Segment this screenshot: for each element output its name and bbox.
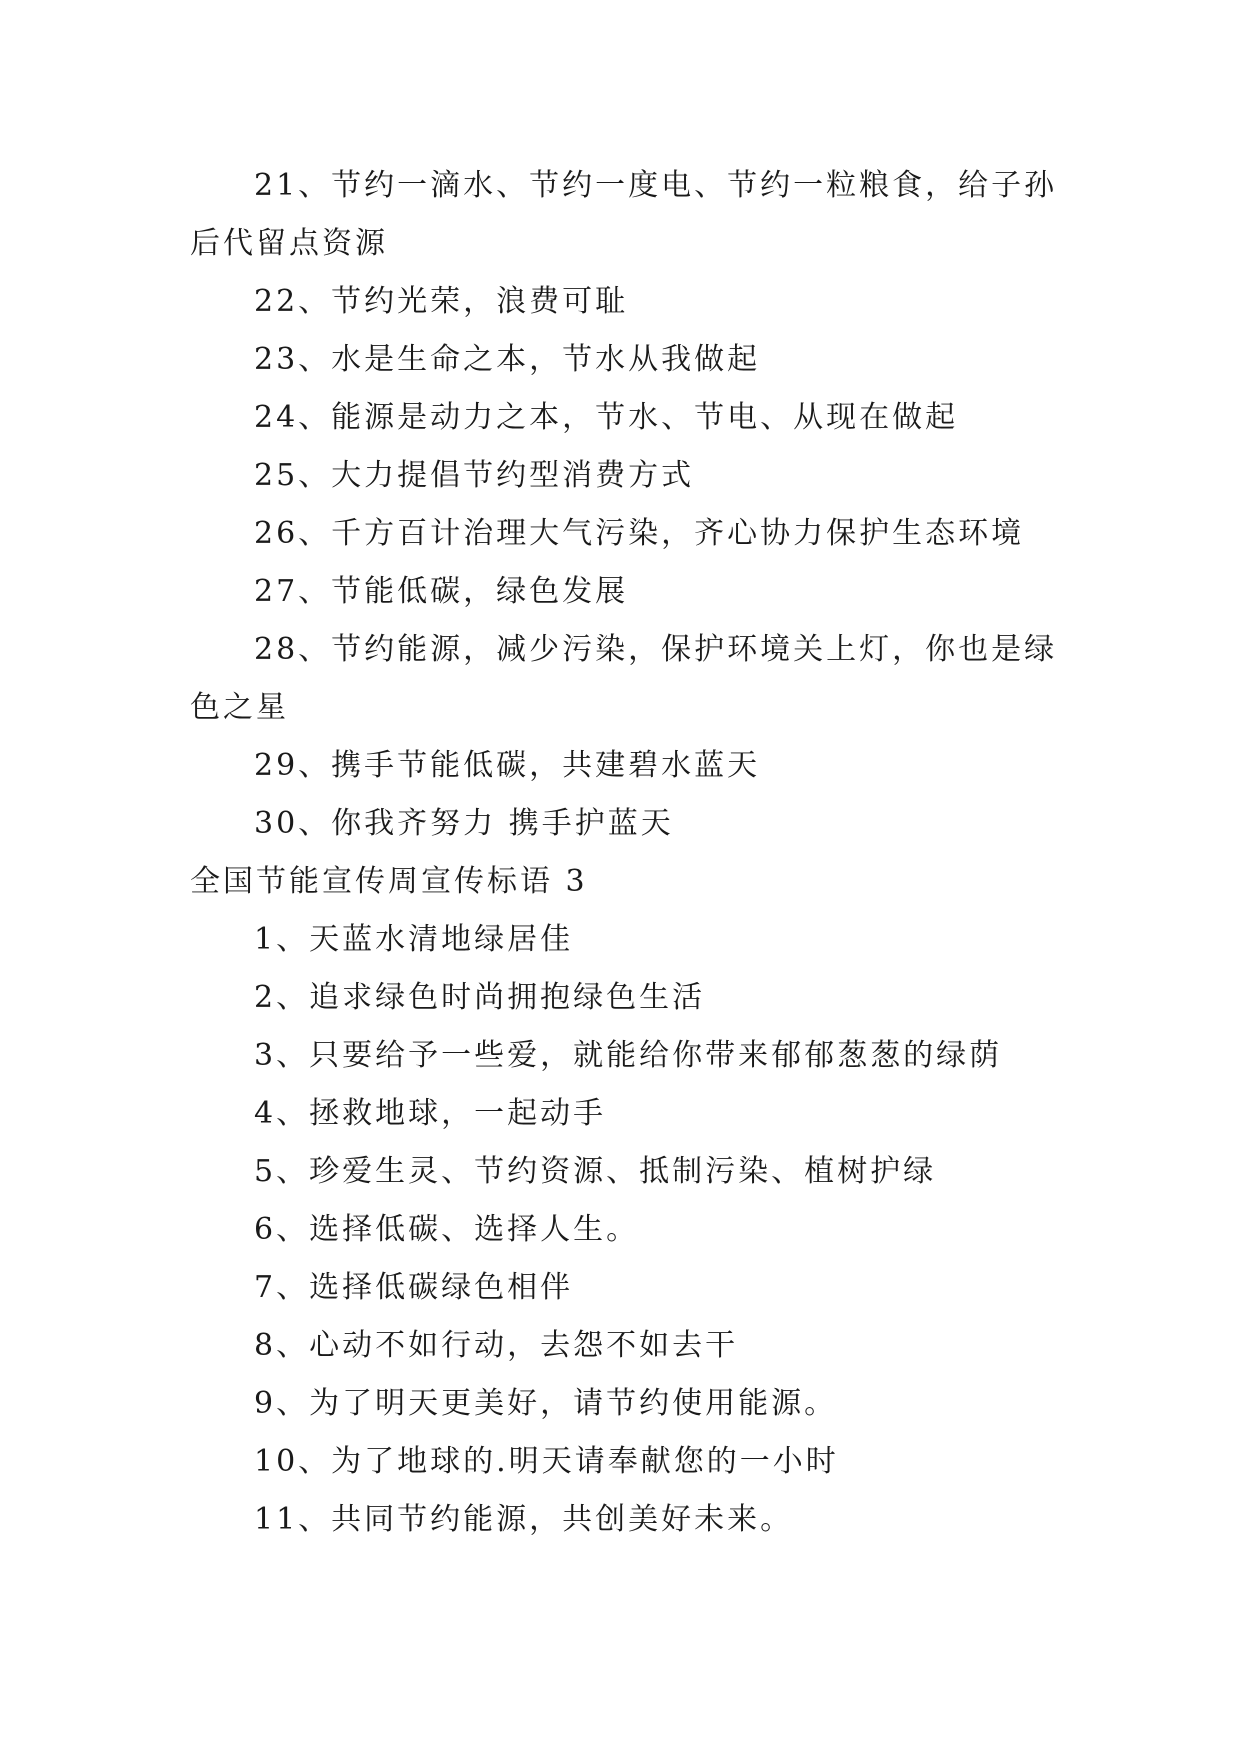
slogan-item: 21、节约一滴水、节约一度电、节约一粒粮食，给子孙后代留点资源	[190, 168, 1058, 261]
slogan-item: 3、只要给予一些爱，就能给你带来郁郁葱葱的绿荫	[254, 1038, 1003, 1073]
slogan-item: 6、选择低碳、选择人生。	[254, 1212, 640, 1247]
slogan-item: 23、水是生命之本，节水从我做起	[254, 342, 761, 377]
slogan-item: 29、携手节能低碳，共建碧水蓝天	[254, 748, 761, 783]
slogan-item: 26、千方百计治理大气污染，齐心协力保护生态环境	[254, 516, 1025, 551]
slogan-item: 10、为了地球的.明天请奉献您的一小时	[254, 1444, 839, 1479]
slogan-item: 30、你我齐努力 携手护蓝天	[254, 806, 674, 841]
slogan-item: 2、追求绿色时尚拥抱绿色生活	[254, 980, 706, 1015]
slogan-item: 27、节能低碳，绿色发展	[254, 574, 629, 609]
slogan-item: 25、大力提倡节约型消费方式	[254, 458, 695, 493]
slogan-item: 7、选择低碳绿色相伴	[254, 1270, 574, 1305]
slogan-item: 22、节约光荣，浪费可耻	[254, 284, 629, 319]
section-heading: 全国节能宣传周宣传标语 3	[190, 864, 588, 899]
slogan-item: 28、节约能源，减少污染，保护环境关上灯，你也是绿色之星	[190, 632, 1058, 725]
slogan-item: 24、能源是动力之本，节水、节电、从现在做起	[254, 400, 959, 435]
slogan-item: 1、天蓝水清地绿居佳	[254, 922, 574, 957]
slogan-item: 9、为了明天更美好，请节约使用能源。	[254, 1386, 838, 1421]
slogan-item: 11、共同节约能源，共创美好未来。	[254, 1502, 794, 1537]
slogan-item: 8、心动不如行动，去怨不如去干	[254, 1328, 739, 1363]
slogan-item: 5、珍爱生灵、节约资源、抵制污染、植树护绿	[254, 1154, 937, 1189]
slogan-item: 4、拯救地球，一起动手	[254, 1096, 607, 1131]
document-body	[190, 157, 1060, 1549]
